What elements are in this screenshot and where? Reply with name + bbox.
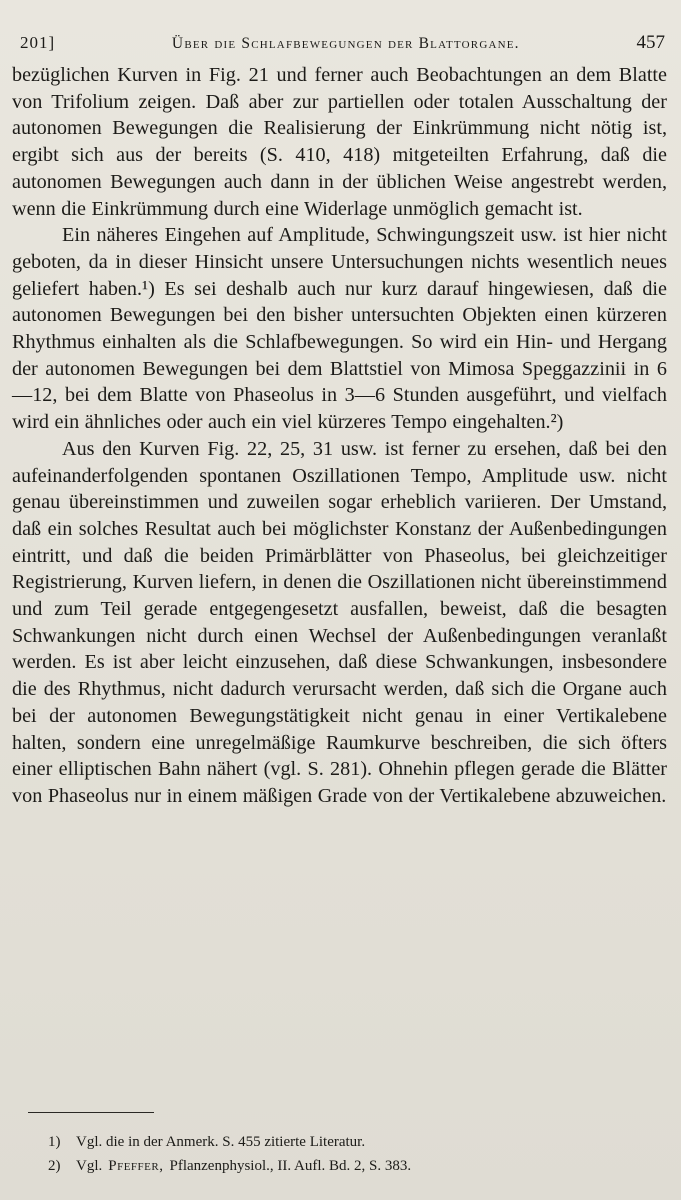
footnote-1 (48, 1130, 667, 1154)
page-reference: 201] (20, 33, 56, 52)
running-title: Über die Schlafbewegungen der Blattorgane. (171, 35, 520, 52)
footnote-author: Pfeffer, (108, 1158, 164, 1174)
footnotes (48, 1130, 667, 1178)
paragraph-continued: bezüglichen Kurven in Fig. 21 und ferner auch Beobachtungen an dem Blatte von Trifolium zeigen. Daß aber zur partiellen oder totalen Ausschaltung der autonomen Bewegungen die Realisierung der Einkrümmung nicht nötig ist, ergibt sich aus der bereits (S. 410, 418) mitgeteilten Erfahrung, daß die autonomen Bewegungen auch dann in der üblichen Weise angestrebt werden, wenn die Einkrümmung durch eine Widerlage unmöglich gemacht ist. (12, 64, 667, 220)
footnote-rule (28, 1112, 154, 1113)
footnote-mark: 1) (48, 1134, 61, 1150)
footnote-text: Vgl. die in der Anmerk. S. 455 zitierte Literatur. (76, 1134, 366, 1150)
footnote-text-suffix: Pflanzenphysiol., II. Aufl. Bd. 2, S. 383. (169, 1158, 412, 1174)
paragraph-oscillations: Aus den Kurven Fig. 22, 25, 31 usw. ist ferner zu ersehen, daß bei den aufeinanderfolgenden spontanen Oszillationen Tempo, Amplitude usw. nicht genau übereinstimmen und zuweilen sogar erheblich variieren. Der Umstand, daß ein solches Resultat auch bei möglichster Konstanz der Außenbedingungen eintritt, und daß die beiden Primärblätter von Phaseolus, bei gleichzeitiger Registrierung, Kurven liefern, in denen die Oszillationen nicht übereinstimmend und zum Teil gerade entgegengesetzt ausfallen, beweist, daß die besagten Schwankungen nicht durch einen Wechsel der Außenbedingungen veranlaßt werden. Es ist aber leicht einzusehen, daß diese Schwankungen, insbesondere die des Rhythmus, nicht dadurch verursacht werden, daß sich die Organe auch bei der autonomen Bewegungstätigkeit nicht genau in einer Vertikalebene halten, sondern eine unregelmäßige Raumkurve beschreiben, die sich öfters einer elliptischen Bahn nähert (vgl. S. 281). Ohnehin pflegen gerade die Blätter von Phaseolus nur in einem mäßigen Grade von der Vertikalebene abzuweichen. (12, 437, 667, 807)
footnote-2 (48, 1154, 667, 1178)
paragraph-amplitude: Ein näheres Eingehen auf Amplitude, Schwingungszeit usw. ist hier nicht geboten, da in dieser Hinsicht unsere Untersuchungen nichts wesentlich neues geliefert haben.¹) Es sei deshalb auch nur kurz darauf hingewiesen, daß die autonomen Bewegungen bei den bisher untersuchten Objekten einen kürzeren Rhythmus einhalten als die Schlafbewegungen. So wird ein Hin- und Hergang der autonomen Bewegungen bei dem Blattstiel von Mimosa Speggazzinii in 6—12, bei dem Blatte von Phaseolus in 3—6 Stunden ausgeführt, und vielfach wird ein ähnliches oder auch ein viel kürzeres Tempo eingehalten.²) (12, 224, 667, 434)
footnote-text-prefix: Vgl. (76, 1158, 103, 1174)
page-number: 457 (636, 32, 665, 53)
footnote-mark: 2) (48, 1158, 61, 1174)
body-text (12, 62, 667, 810)
running-head (12, 32, 667, 56)
